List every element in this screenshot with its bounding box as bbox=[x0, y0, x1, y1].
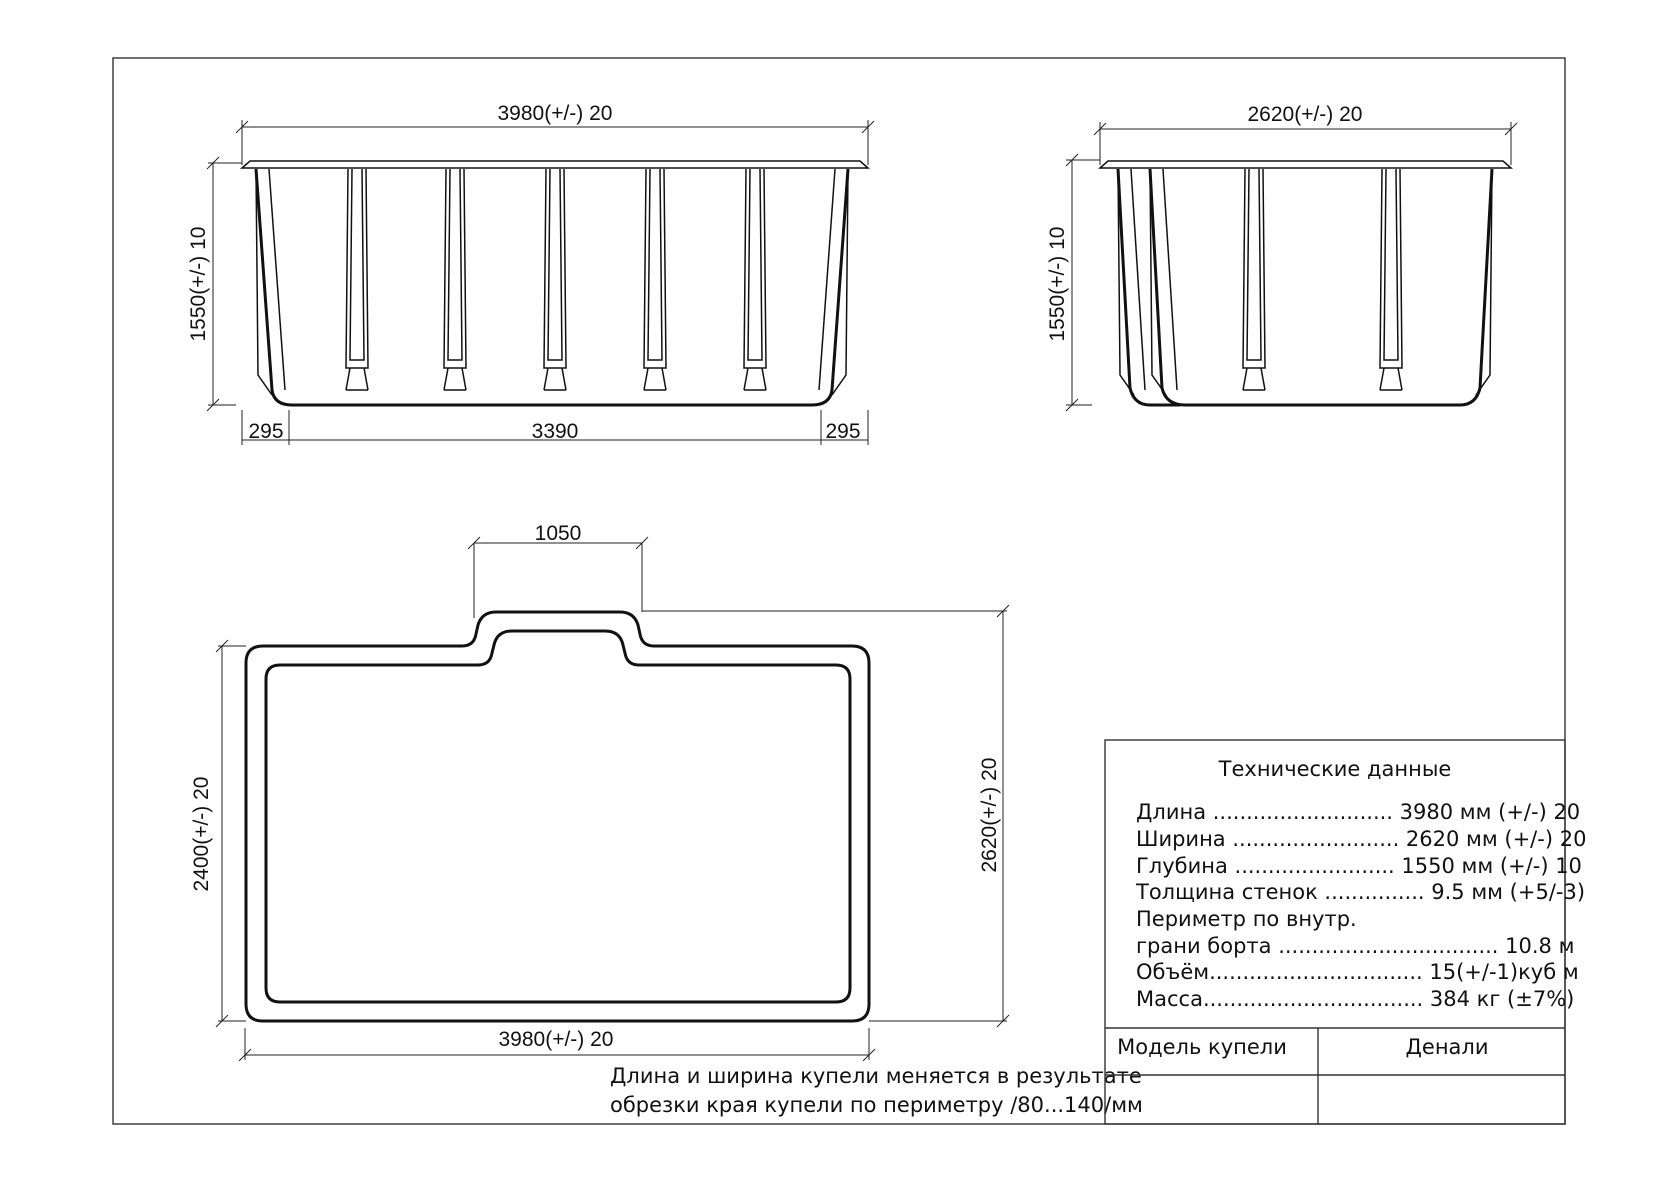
plan-total-width-dim: 2620(+/-) 20 bbox=[978, 757, 1001, 873]
side-height-dim: 1550(+/-) 10 bbox=[187, 226, 210, 342]
spec-row: Длина ........................... 3980 мм (+/-) 20 bbox=[1136, 800, 1581, 824]
end-view bbox=[1046, 103, 1517, 411]
plan-inner-width-dim: 2400(+/-) 20 bbox=[190, 776, 213, 892]
side-bottom-length-dim: 3390 bbox=[531, 420, 579, 443]
spec-row: Объём................................ 15(+/-1)куб м bbox=[1136, 960, 1579, 984]
title-block bbox=[1105, 740, 1586, 1124]
model-label: Модель купели bbox=[1117, 1035, 1287, 1059]
end-width-dim: 2620(+/-) 20 bbox=[1247, 103, 1363, 126]
spec-row: Масса................................. 384 кг (±7%) bbox=[1136, 987, 1575, 1011]
plan-outer-outline bbox=[246, 612, 869, 1021]
side-view bbox=[187, 102, 874, 445]
note-line-2: обрезки края купели по периметру /80...140/мм bbox=[610, 1093, 1143, 1117]
end-ribs bbox=[1243, 169, 1402, 390]
plan-view bbox=[190, 522, 1009, 1061]
side-right-offset-dim: 295 bbox=[825, 420, 861, 443]
specs-title: Технические данные bbox=[1218, 757, 1452, 781]
spec-row: грани борта ................................. 10.8 м bbox=[1136, 934, 1575, 958]
plan-length-dim: 3980(+/-) 20 bbox=[498, 1028, 614, 1051]
side-ribs bbox=[346, 169, 766, 390]
note-line-1: Длина и ширина купели меняется в результате bbox=[610, 1064, 1142, 1088]
spec-row: Глубина ........................ 1550 мм (+/-) 10 bbox=[1136, 854, 1582, 878]
spec-row: Толщина стенок ............... 9.5 мм (+5/-3) bbox=[1136, 880, 1586, 904]
trim-note bbox=[610, 1064, 1143, 1117]
plan-step-dim: 1050 bbox=[534, 522, 582, 545]
plan-inner-outline bbox=[266, 631, 850, 1002]
end-height-dim: 1550(+/-) 10 bbox=[1046, 226, 1069, 342]
spec-row: Ширина ......................... 2620 мм (+/-) 20 bbox=[1136, 827, 1587, 851]
spec-row: Периметр по внутр. bbox=[1136, 907, 1357, 931]
model-name: Денали bbox=[1405, 1035, 1489, 1059]
side-length-dim: 3980(+/-) 20 bbox=[497, 102, 613, 125]
side-left-offset-dim: 295 bbox=[248, 420, 284, 443]
